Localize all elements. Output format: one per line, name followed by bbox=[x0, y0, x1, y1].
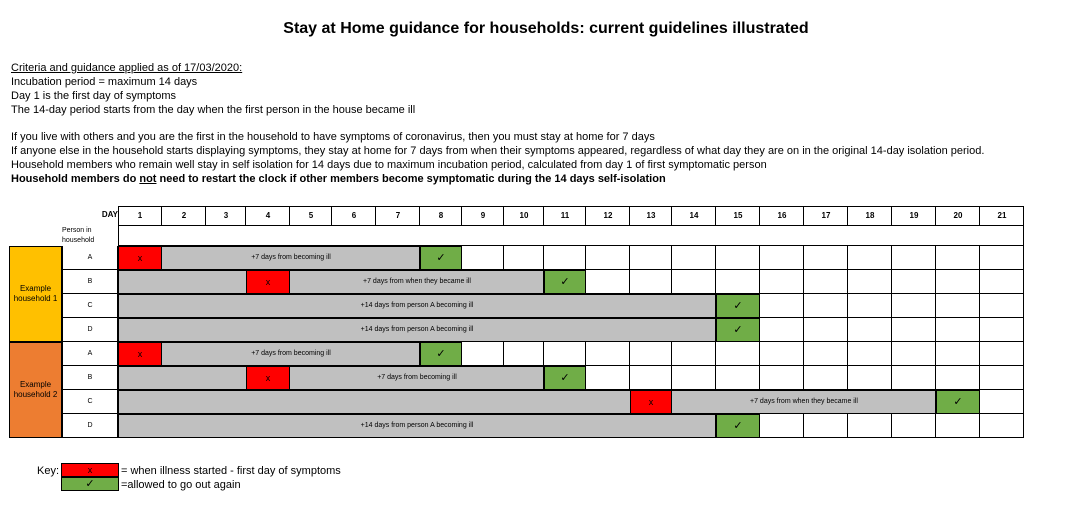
day-cell bbox=[848, 414, 892, 438]
day-number: 9 bbox=[480, 211, 486, 220]
symptom-start-cell bbox=[246, 366, 290, 390]
release-mark: ✓ bbox=[733, 420, 743, 432]
day-cell bbox=[544, 342, 586, 366]
release-mark: ✓ bbox=[733, 300, 743, 312]
household-label-line-2: household 2 bbox=[13, 390, 58, 399]
symptom-mark: x bbox=[265, 277, 271, 287]
page-title: Stay at Home guidance for households: current guidelines illustrated bbox=[283, 20, 809, 37]
day-cell bbox=[716, 270, 760, 294]
day-cell bbox=[462, 246, 504, 270]
release-mark: ✓ bbox=[436, 348, 446, 360]
key-release-text: =allowed to go out again bbox=[121, 479, 241, 491]
day-cell bbox=[980, 318, 1024, 342]
day-cell bbox=[980, 270, 1024, 294]
day-cell bbox=[672, 366, 716, 390]
person-letter: B bbox=[87, 278, 93, 285]
key-sick-text: = when illness started - first day of symptoms bbox=[121, 465, 341, 477]
person-letter: C bbox=[87, 398, 93, 405]
release-cell bbox=[936, 390, 980, 414]
key-sick-mark: x bbox=[87, 465, 93, 475]
isolation-span-label: +14 days from person A becoming ill bbox=[360, 302, 474, 309]
day-header-label: DAY bbox=[101, 210, 118, 219]
day-number: 5 bbox=[308, 211, 314, 220]
criteria-line-2: Day 1 is the first day of symptoms bbox=[11, 90, 177, 102]
day-cell bbox=[892, 342, 936, 366]
isolation-span-label: +7 days from becoming ill bbox=[251, 350, 331, 357]
sub-header-row bbox=[118, 226, 1024, 246]
day-number: 15 bbox=[733, 211, 743, 220]
day-cell bbox=[848, 318, 892, 342]
day-cell bbox=[586, 342, 630, 366]
person-header-label-1: Person in bbox=[62, 227, 92, 234]
person-letter: D bbox=[87, 422, 93, 429]
day-cell bbox=[760, 366, 804, 390]
day-cell bbox=[716, 342, 760, 366]
day-cell bbox=[892, 414, 936, 438]
day-number: 14 bbox=[689, 211, 699, 220]
day-cell bbox=[980, 294, 1024, 318]
guidance-bold-before: Household members do bbox=[11, 173, 140, 185]
symptom-mark: x bbox=[265, 373, 271, 383]
release-mark: ✓ bbox=[560, 276, 570, 288]
household-label-2 bbox=[9, 342, 62, 438]
day-cell bbox=[848, 342, 892, 366]
isolation-span-label: +7 days from when they became ill bbox=[363, 278, 471, 285]
release-mark: ✓ bbox=[560, 372, 570, 384]
day-cell bbox=[804, 294, 848, 318]
day-number: 10 bbox=[519, 211, 529, 220]
day-cell bbox=[630, 246, 672, 270]
day-number: 1 bbox=[137, 211, 143, 220]
day-cell bbox=[848, 294, 892, 318]
day-cell bbox=[936, 246, 980, 270]
person-letter: D bbox=[87, 326, 93, 333]
day-cell bbox=[630, 366, 672, 390]
criteria-line-1: Incubation period = maximum 14 days bbox=[11, 76, 198, 88]
day-cell bbox=[760, 270, 804, 294]
criteria-line-3: The 14-day period starts from the day when the first person in the house became ill bbox=[11, 104, 416, 116]
day-cell bbox=[892, 294, 936, 318]
release-mark: ✓ bbox=[436, 252, 446, 264]
day-number: 8 bbox=[438, 211, 444, 220]
guidance-bold-not: not bbox=[139, 173, 157, 185]
day-cell bbox=[804, 342, 848, 366]
day-number: 16 bbox=[777, 211, 787, 220]
household-label-line-1: Example bbox=[19, 284, 52, 293]
day-cell bbox=[672, 270, 716, 294]
day-cell bbox=[716, 366, 760, 390]
release-cell bbox=[716, 414, 760, 438]
day-cell bbox=[504, 246, 544, 270]
day-cell bbox=[892, 270, 936, 294]
day-cell bbox=[586, 246, 630, 270]
day-cell bbox=[980, 414, 1024, 438]
key-release-mark: ✓ bbox=[85, 478, 95, 490]
day-cell bbox=[760, 414, 804, 438]
release-cell bbox=[716, 294, 760, 318]
person-letter: A bbox=[87, 350, 93, 357]
day-cell bbox=[462, 342, 504, 366]
day-cell bbox=[936, 414, 980, 438]
day-cell bbox=[672, 246, 716, 270]
key-sick-swatch bbox=[61, 463, 119, 477]
symptom-start-cell bbox=[630, 390, 672, 414]
day-cell bbox=[848, 246, 892, 270]
release-mark: ✓ bbox=[733, 324, 743, 336]
day-cell bbox=[804, 318, 848, 342]
day-number: 12 bbox=[603, 211, 613, 220]
day-number: 20 bbox=[953, 211, 963, 220]
person-header-label-2: household bbox=[62, 237, 95, 244]
day-cell bbox=[892, 366, 936, 390]
day-cell bbox=[804, 246, 848, 270]
isolation-span-label: +7 days from when they became ill bbox=[750, 398, 858, 405]
day-cell bbox=[936, 342, 980, 366]
day-cell bbox=[716, 246, 760, 270]
day-cell bbox=[630, 270, 672, 294]
day-cell bbox=[892, 246, 936, 270]
day-cell bbox=[586, 270, 630, 294]
day-cell bbox=[892, 318, 936, 342]
release-cell bbox=[544, 366, 586, 390]
day-cell bbox=[980, 390, 1024, 414]
day-cell bbox=[760, 342, 804, 366]
release-cell bbox=[420, 246, 462, 270]
day-cell bbox=[936, 318, 980, 342]
day-cell bbox=[504, 342, 544, 366]
day-cell bbox=[804, 366, 848, 390]
day-cell bbox=[848, 270, 892, 294]
release-cell bbox=[716, 318, 760, 342]
day-cell bbox=[630, 342, 672, 366]
guidance-line-1: If you live with others and you are the first in the household to have symptoms of coronavirus, then you must stay at home for 7 days bbox=[11, 131, 655, 143]
day-cell bbox=[760, 294, 804, 318]
symptom-mark: x bbox=[648, 397, 654, 407]
household-label-1 bbox=[9, 246, 62, 342]
day-number: 11 bbox=[560, 211, 570, 220]
day-cell bbox=[980, 342, 1024, 366]
isolation-span-label: +14 days from person A becoming ill bbox=[360, 326, 474, 333]
guidance-line-3: Household members who remain well stay in self isolation for 14 days due to maximum incubation period, calculated from day 1 of first symptomatic person bbox=[11, 159, 767, 171]
day-cell bbox=[980, 366, 1024, 390]
person-letter: B bbox=[87, 374, 93, 381]
day-cell bbox=[760, 318, 804, 342]
day-number: 21 bbox=[997, 211, 1007, 220]
symptom-start-cell bbox=[118, 246, 162, 270]
day-cell bbox=[544, 246, 586, 270]
person-letter: C bbox=[87, 302, 93, 309]
day-number: 19 bbox=[909, 211, 919, 220]
day-number: 7 bbox=[395, 211, 401, 220]
day-cell bbox=[848, 366, 892, 390]
release-mark: ✓ bbox=[953, 396, 963, 408]
criteria-heading: Criteria and guidance applied as of 17/03/2020: bbox=[11, 62, 243, 74]
day-number: 6 bbox=[351, 211, 357, 220]
isolation-span-label: +14 days from person A becoming ill bbox=[360, 422, 474, 429]
symptom-start-cell bbox=[246, 270, 290, 294]
key-release-swatch bbox=[61, 477, 119, 491]
household-label-line-2: household 1 bbox=[13, 294, 58, 303]
isolation-span-label: +7 days from becoming ill bbox=[377, 374, 457, 381]
symptom-mark: x bbox=[137, 253, 143, 263]
day-cell bbox=[804, 414, 848, 438]
day-number: 18 bbox=[865, 211, 875, 220]
day-number: 3 bbox=[223, 211, 229, 220]
day-number: 4 bbox=[265, 211, 271, 220]
day-cell bbox=[980, 246, 1024, 270]
key-label: Key: bbox=[37, 465, 60, 477]
guidance-bold-after: need to restart the clock if other members become symptomatic during the 14 days self-isolation bbox=[156, 173, 666, 185]
day-number: 17 bbox=[821, 211, 831, 220]
day-number: 2 bbox=[181, 211, 187, 220]
day-cell bbox=[760, 246, 804, 270]
day-cell bbox=[672, 342, 716, 366]
day-cell bbox=[804, 270, 848, 294]
guidance-line-2: If anyone else in the household starts displaying symptoms, they stay at home for 7 days from when their symptoms appeared, regardless of what day they are on in the original 14-day isolation period. bbox=[11, 145, 985, 157]
release-cell bbox=[544, 270, 586, 294]
household-label-line-1: Example bbox=[19, 380, 52, 389]
day-cell bbox=[936, 270, 980, 294]
day-cell bbox=[936, 294, 980, 318]
symptom-mark: x bbox=[137, 349, 143, 359]
person-letter: A bbox=[87, 254, 93, 261]
isolation-span-label: +7 days from becoming ill bbox=[251, 254, 331, 261]
symptom-start-cell bbox=[118, 342, 162, 366]
release-cell bbox=[420, 342, 462, 366]
day-cell bbox=[936, 366, 980, 390]
day-number: 13 bbox=[646, 211, 656, 220]
day-cell bbox=[586, 366, 630, 390]
